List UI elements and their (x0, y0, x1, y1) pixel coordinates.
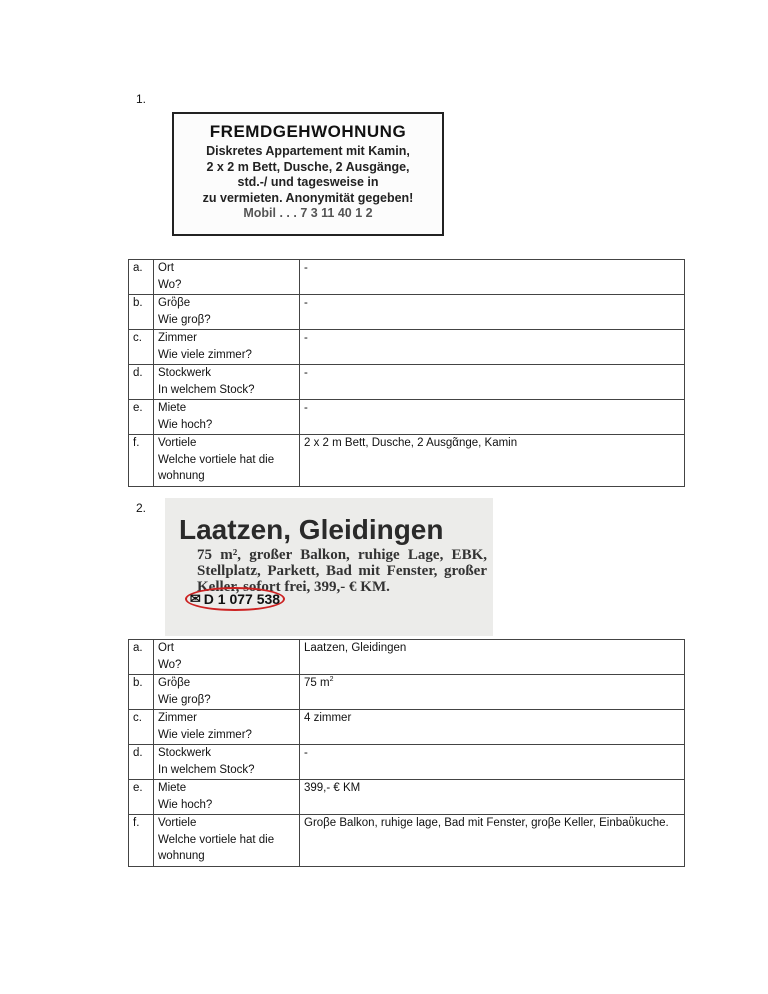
row-label: Zimmer (158, 712, 197, 724)
row-key: b. (129, 295, 154, 330)
section-number-2: 2. (136, 501, 147, 515)
ad-title: FREMDGEHWOHNUNG (209, 122, 407, 141)
row-question (154, 745, 300, 780)
row-label: Vortiele (158, 817, 197, 829)
row-key: e. (129, 780, 154, 815)
row-answer: - (300, 745, 685, 780)
ad-code: D 1 077 538 (203, 591, 281, 607)
row-question-text: Wie viele zimmer? (158, 348, 252, 361)
ad-phone-line: Mobil . . . 7 3 11 40 1 2 (243, 206, 373, 220)
row-question-text: Wie hoch? (158, 798, 213, 811)
table-row (129, 330, 685, 365)
superscript: 2 (329, 676, 334, 684)
classified-ad-image-1 (172, 112, 444, 236)
row-key: f. (129, 435, 154, 487)
row-answer: - (300, 365, 685, 400)
ad-code-circled (185, 587, 285, 611)
row-answer: 4 zimmer (300, 710, 685, 745)
row-answer: - (300, 400, 685, 435)
ad-body: 75 m², großer Balkon, ruhige Lage, EBK, Stellplatz, Parkett, Bad mit Fenster, großer Keller, sofort frei, 399,- € KM. (197, 547, 487, 595)
row-question-text: Wie groβ? (158, 693, 211, 706)
row-question (154, 330, 300, 365)
row-answer: 399,- € KM (300, 780, 685, 815)
row-key: c. (129, 710, 154, 745)
row-answer: Laatzen, Gleidingen (300, 640, 685, 675)
row-answer: - (300, 295, 685, 330)
row-answer: Groβe Balkon, ruhige lage, Bad mit Fenster, groβe Keller, Einbaὒkuche. (300, 815, 685, 867)
table-row (129, 780, 685, 815)
table-row (129, 260, 685, 295)
row-answer: 2 x 2 m Bett, Dusche, 2 Ausgᾶnge, Kamin (300, 435, 685, 487)
row-question (154, 780, 300, 815)
ad-line: Diskretes Appartement mit Kamin, (206, 144, 410, 158)
row-question (154, 640, 300, 675)
row-label: Stockwerk (158, 367, 212, 379)
row-question-text: Wie hoch? (158, 418, 213, 431)
row-key: c. (129, 330, 154, 365)
row-question (154, 435, 300, 487)
row-label: Grὂβe (158, 297, 191, 309)
row-question (154, 710, 300, 745)
row-answer (300, 675, 685, 710)
row-question (154, 675, 300, 710)
table-row (129, 400, 685, 435)
row-question-text: Welche vortiele hat die wohnung (158, 453, 275, 482)
table-row (129, 295, 685, 330)
table-row (129, 710, 685, 745)
row-label: Stockwerk (158, 747, 212, 759)
table-row (129, 365, 685, 400)
row-question (154, 815, 300, 867)
row-key: e. (129, 400, 154, 435)
classified-ad-image-2 (165, 498, 493, 636)
section-number-1: 1. (136, 92, 147, 106)
row-key: f. (129, 815, 154, 867)
table-row (129, 640, 685, 675)
row-question (154, 260, 300, 295)
row-label: Miete (158, 782, 187, 794)
row-question-text: In welchem Stock? (158, 763, 255, 776)
row-question-text: In welchem Stock? (158, 383, 255, 396)
row-question-text: Wo? (158, 658, 182, 671)
ad-line: zu vermieten. Anonymität gegeben! (202, 190, 414, 205)
table-row (129, 815, 685, 867)
row-answer: - (300, 330, 685, 365)
row-answer-text: 75 m (304, 677, 330, 689)
row-label: Grὂβe (158, 677, 191, 689)
row-question-text: Wie viele zimmer? (158, 728, 252, 741)
ad-line: std.-/ und tagesweise in (237, 175, 379, 189)
row-key: d. (129, 365, 154, 400)
row-label: Ort (158, 642, 174, 654)
row-key: a. (129, 260, 154, 295)
apartment-table-2 (128, 639, 685, 867)
envelope-icon: ✉ (189, 591, 201, 606)
row-question (154, 365, 300, 400)
apartment-table-1 (128, 259, 685, 487)
row-label: Vortiele (158, 437, 197, 449)
row-key: a. (129, 640, 154, 675)
row-answer: - (300, 260, 685, 295)
row-question-text: Welche vortiele hat die wohnung (158, 833, 275, 862)
row-key: d. (129, 745, 154, 780)
row-question (154, 295, 300, 330)
row-label: Zimmer (158, 332, 197, 344)
row-question-text: Wo? (158, 278, 182, 291)
table-row (129, 435, 685, 487)
ad-title: Laatzen, Gleidingen (179, 514, 444, 545)
row-label: Miete (158, 402, 187, 414)
row-question (154, 400, 300, 435)
ad-line: 2 x 2 m Bett, Dusche, 2 Ausgänge, (206, 159, 410, 174)
row-label: Ort (158, 262, 174, 274)
row-question-text: Wie groβ? (158, 313, 211, 326)
table-row (129, 745, 685, 780)
row-key: b. (129, 675, 154, 710)
table-row (129, 675, 685, 710)
